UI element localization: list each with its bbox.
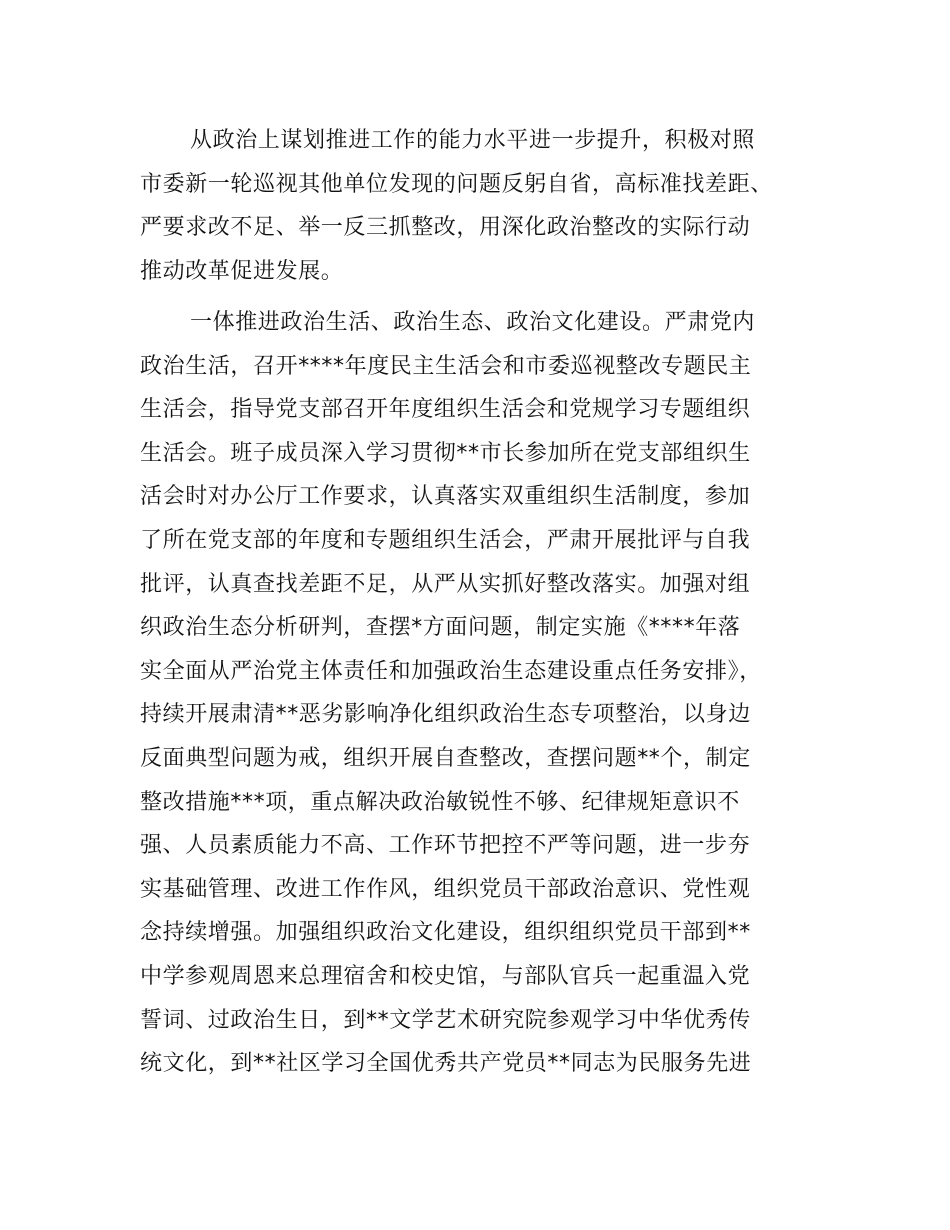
paragraph-1	[140, 119, 830, 293]
text-line: 实基础管理、改进工作作风，组织党员干部政治意识、党性观	[140, 876, 751, 902]
text-line: 生活会。班子成员深入学习贯彻**市长参加所在党支部组织生	[140, 440, 751, 466]
text-line: 严要求改不足、举一反三抓整改，用深化政治整改的实际行动	[140, 215, 751, 241]
text-line: 从政治上谋划推进工作的能力水平进一步提升，积极对照	[190, 128, 756, 153]
text-line: 反面典型问题为戒，组织开展自查整改，查摆问题**个，制定	[140, 745, 751, 771]
text-line: 批评，认真查找差距不足，从严从实抓好整改落实。加强对组	[140, 571, 751, 597]
text-line: 了所在党支部的年度和专题组织生活会，严肃开展批评与自我	[140, 527, 751, 553]
text-line: 一体推进政治生活、政治生态、政治文化建设。严肃党内	[190, 310, 756, 335]
paragraph-2	[140, 301, 830, 1086]
text-line: 中学参观周恩来总理宿舍和校史馆，与部队官兵一起重温入党	[140, 963, 751, 989]
text-line: 念持续增强。加强组织政治文化建设，组织组织党员干部到**	[140, 920, 751, 946]
text-line: 誓词、过政治生日，到**文学艺术研究院参观学习中华优秀传	[140, 1007, 751, 1033]
text-line: 政治生活，召开****年度民主生活会和市委巡视整改专题民主	[140, 353, 752, 379]
text-line: 市委新一轮巡视其他单位发现的问题反躬自省，高标准找差距、	[140, 171, 773, 197]
text-line: 生活会，指导党支部召开年度组织生活会和党规学习专题组织	[140, 397, 751, 423]
text-line: 持续开展肃清**恶劣影响净化组织政治生态专项整治，以身边	[140, 702, 751, 728]
text-line: 活会时对办公厅工作要求，认真落实双重组织生活制度，参加	[140, 484, 751, 510]
text-line: 统文化，到**社区学习全国优秀共产党员**同志为民服务先进	[140, 1051, 752, 1077]
text-line: 织政治生态分析研判，查摆*方面问题，制定实施《****年落	[140, 615, 741, 641]
text-line: 推动改革促进发展。	[140, 258, 344, 284]
text-line: 整改措施***项，重点解决政治敏锐性不够、纪律规矩意识不	[140, 789, 740, 815]
text-line: 实全面从严治党主体责任和加强政治生态建设重点任务安排》，	[140, 658, 762, 684]
text-line: 强、人员素质能力不高、工作环节把控不严等问题，进一步夯	[140, 833, 751, 859]
